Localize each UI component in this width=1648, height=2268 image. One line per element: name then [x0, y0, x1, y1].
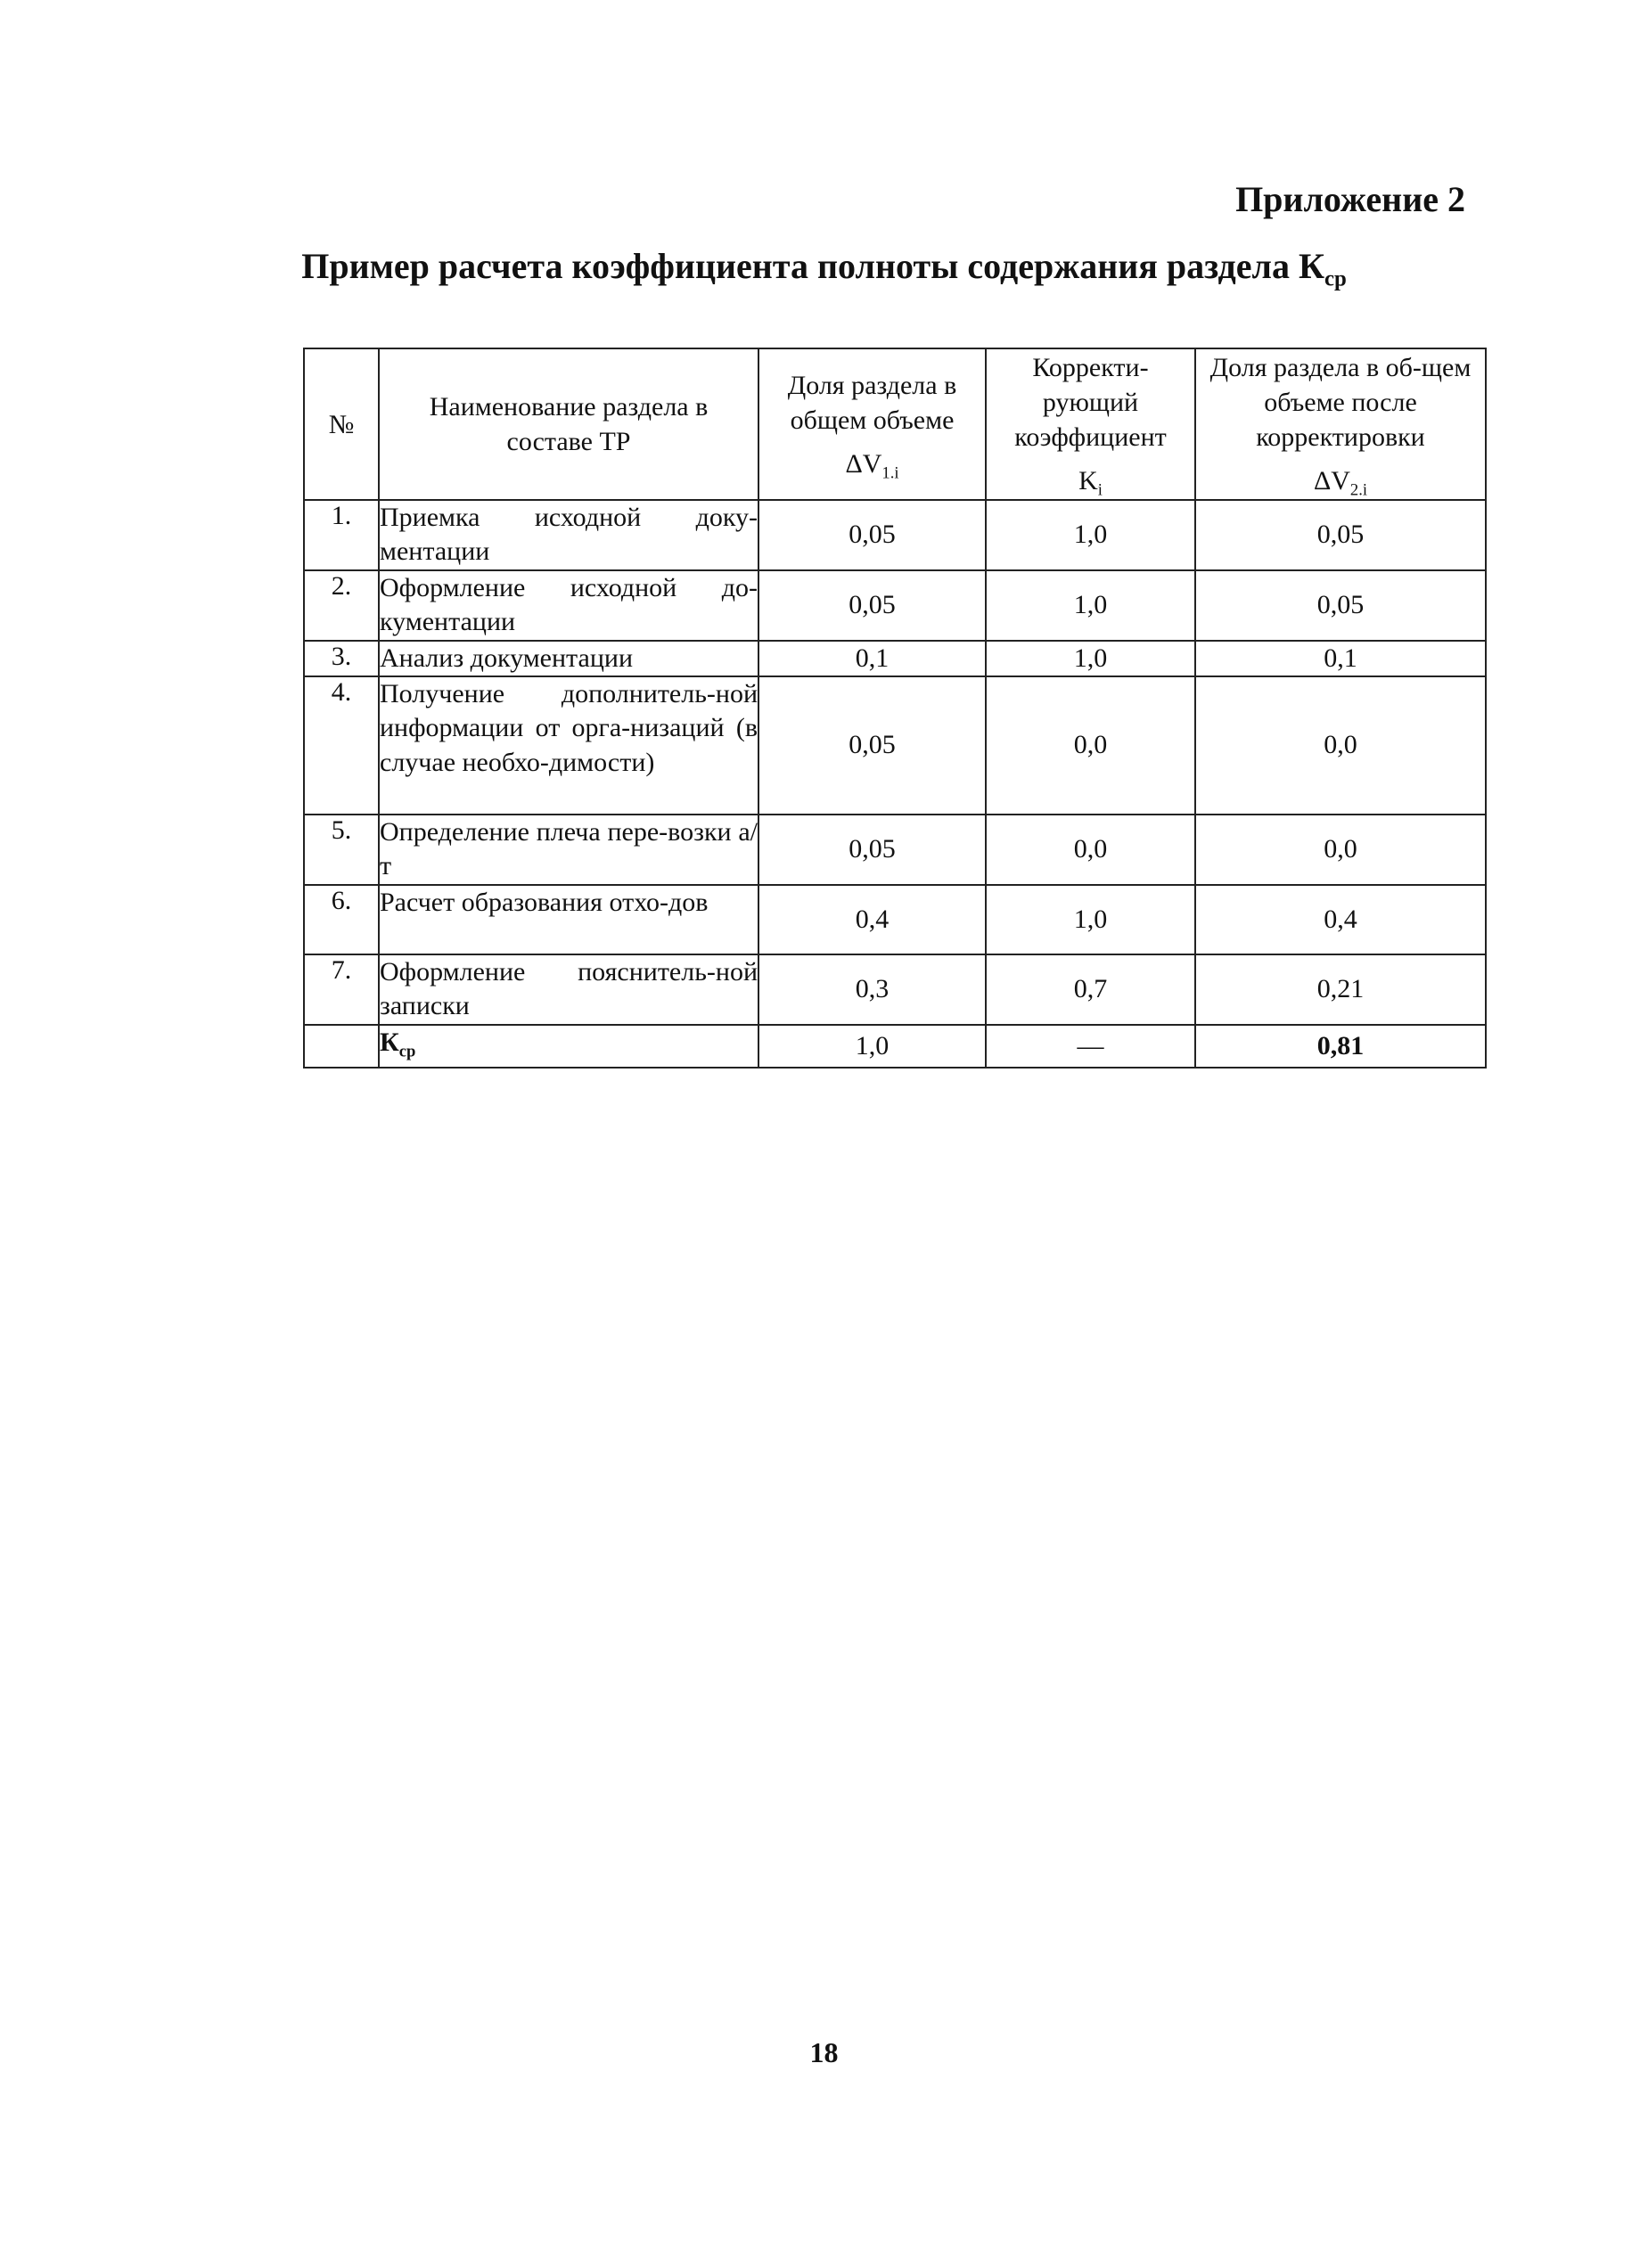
row-name: Оформление исходной до-кументации [379, 570, 758, 641]
row-name: Определение плеча пере-возки а/т [379, 815, 758, 885]
row-adjusted: 0,05 [1195, 570, 1486, 641]
row-no: 5. [304, 815, 379, 885]
row-coef: 1,0 [986, 885, 1195, 954]
col-header-adjusted [1195, 348, 1486, 500]
col-header-adjusted-text: Доля раздела в об-щем объеме после корректировки [1209, 353, 1472, 452]
row-no: 7. [304, 954, 379, 1025]
col-header-name-text: Наименование раздела в составе ТР [429, 392, 709, 456]
appendix-label: Приложение 2 [1235, 179, 1465, 219]
row-adjusted: 0,4 [1195, 885, 1486, 954]
row-name: Расчет образования отхо-дов [379, 885, 758, 954]
row-no: 4. [304, 676, 379, 815]
row-share: 0,05 [758, 815, 986, 885]
col-header-name [379, 348, 758, 500]
row-adjusted: 0,05 [1195, 500, 1486, 570]
table-row [304, 641, 1486, 676]
row-coef: 0,7 [986, 954, 1195, 1025]
total-coef: — [986, 1025, 1195, 1068]
row-coef: 1,0 [986, 500, 1195, 570]
table-total-row [304, 1025, 1486, 1068]
title-subscript: ср [1324, 266, 1347, 291]
title-text: Пример расчета коэффициента полноты содержания раздела К [301, 246, 1324, 286]
row-share: 0,3 [758, 954, 986, 1025]
col-header-share [758, 348, 986, 500]
table-row [304, 885, 1486, 954]
page-title [0, 245, 1648, 291]
col-header-no: № [304, 348, 379, 500]
total-adjusted: 0,81 [1195, 1025, 1486, 1068]
row-name: Анализ документации [379, 641, 758, 676]
row-name: Оформление пояснитель-ной записки [379, 954, 758, 1025]
table-row [304, 676, 1486, 815]
col-header-share-text: Доля раздела в общем объеме [787, 370, 957, 435]
table-row [304, 954, 1486, 1025]
row-adjusted: 0,21 [1195, 954, 1486, 1025]
row-no: 6. [304, 885, 379, 954]
row-share: 0,05 [758, 500, 986, 570]
row-name: Получение дополнитель-ной информации от орга-низаций (в случае необхо-димости) [379, 676, 758, 815]
row-adjusted: 0,0 [1195, 676, 1486, 815]
adjusted-symbol: $\Delta V_{2.i}$ [1313, 466, 1368, 500]
row-no: 1. [304, 500, 379, 570]
total-share: 1,0 [758, 1025, 986, 1068]
total-label: $К_{ср}$ [379, 1025, 758, 1068]
row-adjusted: 0,1 [1195, 641, 1486, 676]
share-symbol: $\Delta V_{1.i}$ [845, 448, 899, 482]
page-number: 18 [809, 2036, 839, 2068]
total-no [304, 1025, 379, 1068]
table-row [304, 815, 1486, 885]
table-row [304, 500, 1486, 570]
row-share: 0,05 [758, 676, 986, 815]
row-share: 0,4 [758, 885, 986, 954]
col-header-coef [986, 348, 1195, 500]
table-row [304, 570, 1486, 641]
row-adjusted: 0,0 [1195, 815, 1486, 885]
row-share: 0,05 [758, 570, 986, 641]
row-coef: 0,0 [986, 676, 1195, 815]
row-no: 3. [304, 641, 379, 676]
col-header-coef-text: Корректи-рующий коэффициент [1014, 353, 1167, 452]
row-name: Приемка исходной доку-ментации [379, 500, 758, 570]
table-header-row [304, 348, 1486, 500]
row-no: 2. [304, 570, 379, 641]
coef-symbol: $K_i$ [1078, 466, 1103, 500]
row-share: 0,1 [758, 641, 986, 676]
row-coef: 1,0 [986, 570, 1195, 641]
row-coef: 0,0 [986, 815, 1195, 885]
row-coef: 1,0 [986, 641, 1195, 676]
calculation-table [303, 348, 1487, 1068]
